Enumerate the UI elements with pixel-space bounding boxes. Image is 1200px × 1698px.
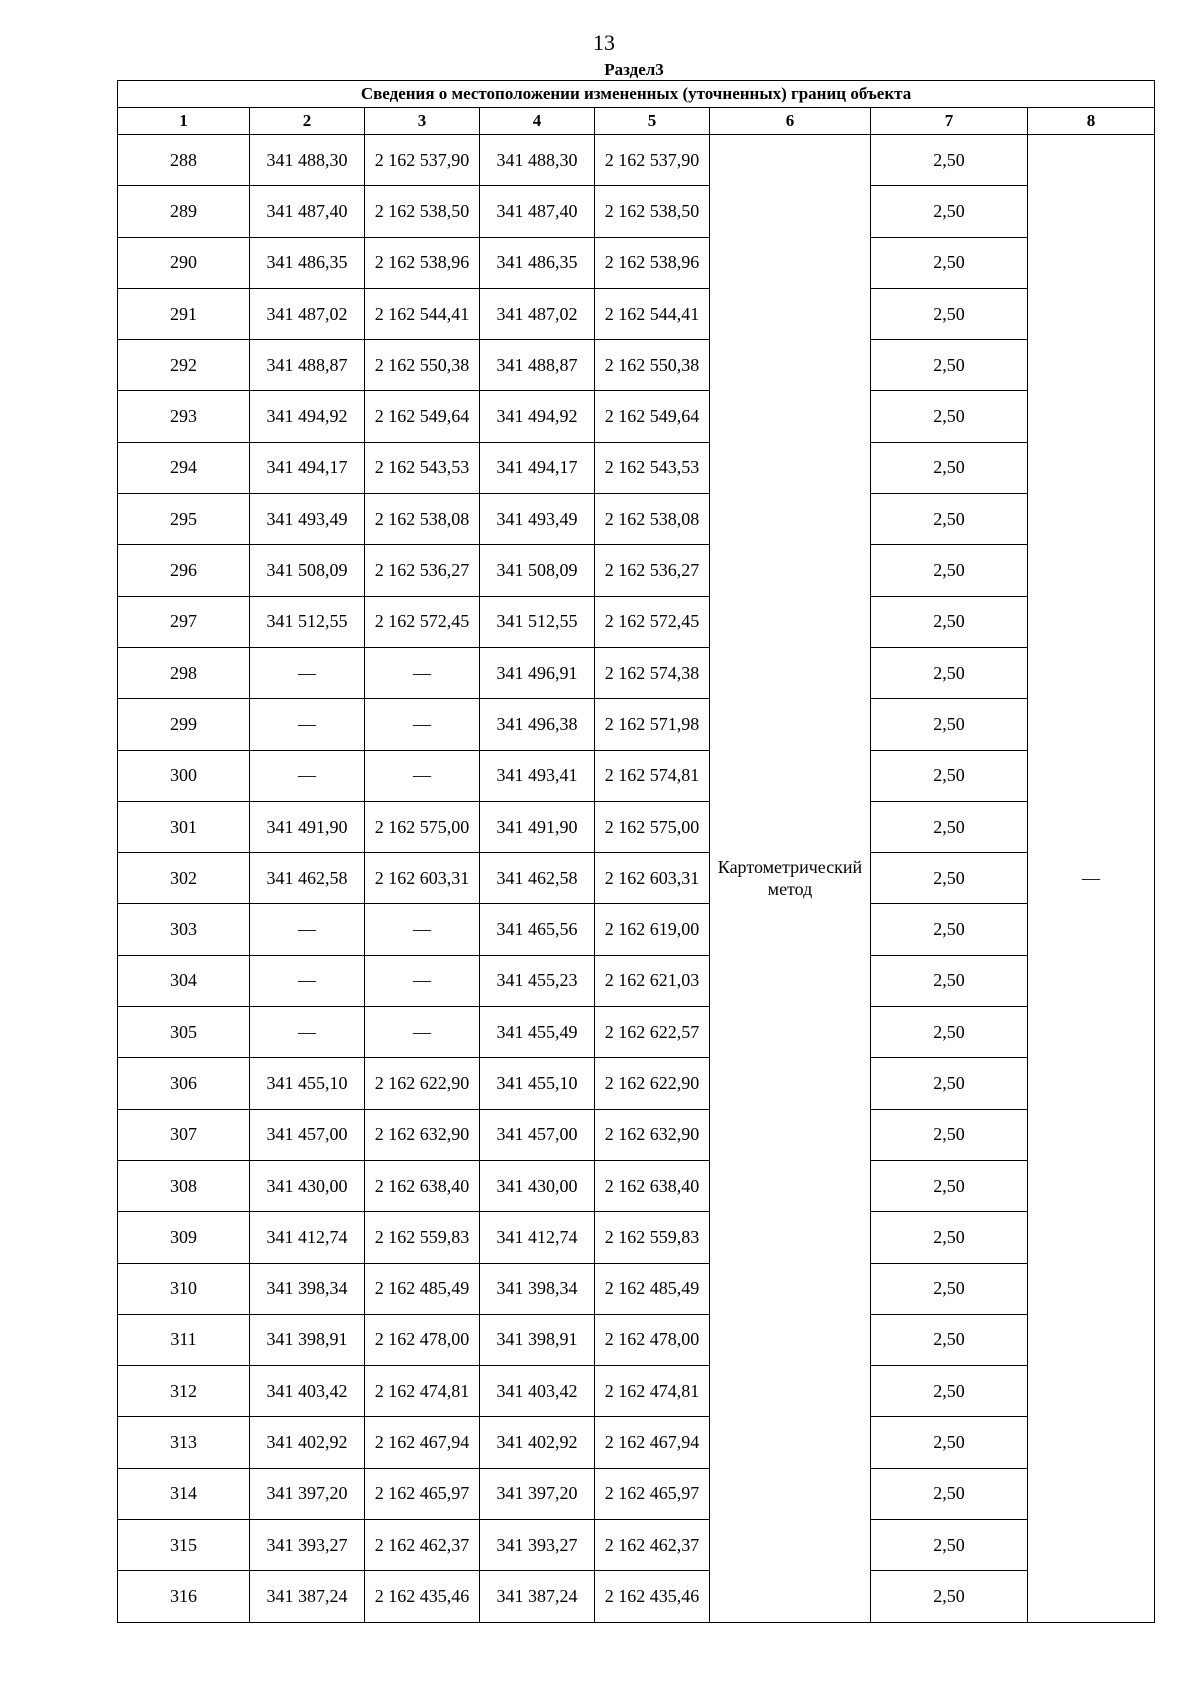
accuracy-cell: 2,50: [871, 904, 1028, 955]
y-old-cell: 2 162 632,90: [365, 1109, 480, 1160]
y-new-cell: 2 162 572,45: [595, 596, 710, 647]
y-new-cell: 2 162 435,46: [595, 1571, 710, 1622]
accuracy-cell: 2,50: [871, 750, 1028, 801]
accuracy-cell: 2,50: [871, 1160, 1028, 1211]
x-old-cell: 341 398,91: [250, 1314, 365, 1365]
x-new-cell: 341 397,20: [480, 1468, 595, 1519]
y-new-cell: 2 162 622,57: [595, 1007, 710, 1058]
x-new-cell: 341 462,58: [480, 853, 595, 904]
point-number-cell: 315: [118, 1520, 250, 1571]
accuracy-cell: 2,50: [871, 1212, 1028, 1263]
accuracy-cell: 2,50: [871, 699, 1028, 750]
y-old-cell: —: [365, 699, 480, 750]
accuracy-cell: 2,50: [871, 494, 1028, 545]
y-old-cell: 2 162 543,53: [365, 442, 480, 493]
y-new-cell: 2 162 619,00: [595, 904, 710, 955]
y-new-cell: 2 162 474,81: [595, 1366, 710, 1417]
note-cell: —: [1028, 135, 1155, 1623]
table-row: [118, 596, 1155, 647]
y-old-cell: 2 162 549,64: [365, 391, 480, 442]
point-number-cell: 303: [118, 904, 250, 955]
y-old-cell: 2 162 638,40: [365, 1160, 480, 1211]
x-old-cell: 341 494,92: [250, 391, 365, 442]
point-number-cell: 302: [118, 853, 250, 904]
x-new-cell: 341 496,91: [480, 647, 595, 698]
accuracy-cell: 2,50: [871, 1417, 1028, 1468]
y-new-cell: 2 162 462,37: [595, 1520, 710, 1571]
y-new-cell: 2 162 478,00: [595, 1314, 710, 1365]
accuracy-cell: 2,50: [871, 1007, 1028, 1058]
x-old-cell: 341 487,40: [250, 186, 365, 237]
x-new-cell: 341 496,38: [480, 699, 595, 750]
accuracy-cell: 2,50: [871, 1571, 1028, 1622]
x-old-cell: 341 403,42: [250, 1366, 365, 1417]
point-number-cell: 291: [118, 288, 250, 339]
table-row: [118, 1263, 1155, 1314]
x-new-cell: 341 455,23: [480, 955, 595, 1006]
table-row: [118, 955, 1155, 1006]
table-row: [118, 1417, 1155, 1468]
page-number: 13: [593, 30, 615, 55]
point-number-cell: 307: [118, 1109, 250, 1160]
y-old-cell: 2 162 550,38: [365, 340, 480, 391]
table-row: [118, 442, 1155, 493]
y-old-cell: 2 162 559,83: [365, 1212, 480, 1263]
table-row: [118, 288, 1155, 339]
table-row: [118, 1212, 1155, 1263]
x-new-cell: 341 412,74: [480, 1212, 595, 1263]
table-row: [118, 1468, 1155, 1519]
y-new-cell: 2 162 538,50: [595, 186, 710, 237]
y-new-cell: 2 162 549,64: [595, 391, 710, 442]
accuracy-cell: 2,50: [871, 1366, 1028, 1417]
y-old-cell: 2 162 575,00: [365, 801, 480, 852]
column-number-row: [118, 108, 1155, 135]
accuracy-cell: 2,50: [871, 186, 1028, 237]
point-number-cell: 297: [118, 596, 250, 647]
y-new-cell: 2 162 622,90: [595, 1058, 710, 1109]
table-row: [118, 699, 1155, 750]
column-number: 1: [118, 108, 250, 135]
x-new-cell: 341 487,40: [480, 186, 595, 237]
x-new-cell: 341 512,55: [480, 596, 595, 647]
column-number: 5: [595, 108, 710, 135]
y-new-cell: 2 162 467,94: [595, 1417, 710, 1468]
y-old-cell: 2 162 465,97: [365, 1468, 480, 1519]
accuracy-cell: 2,50: [871, 955, 1028, 1006]
y-old-cell: 2 162 435,46: [365, 1571, 480, 1622]
x-old-cell: 341 486,35: [250, 237, 365, 288]
y-old-cell: 2 162 538,08: [365, 494, 480, 545]
method-cell: Картометрический метод: [710, 135, 871, 1623]
point-number-cell: 314: [118, 1468, 250, 1519]
x-old-cell: 341 488,87: [250, 340, 365, 391]
x-new-cell: 341 457,00: [480, 1109, 595, 1160]
y-new-cell: 2 162 537,90: [595, 135, 710, 186]
y-new-cell: 2 162 575,00: [595, 801, 710, 852]
x-old-cell: 341 402,92: [250, 1417, 365, 1468]
accuracy-cell: 2,50: [871, 1314, 1028, 1365]
table-row: [118, 904, 1155, 955]
y-new-cell: 2 162 574,81: [595, 750, 710, 801]
y-old-cell: 2 162 536,27: [365, 545, 480, 596]
table-row: [118, 1571, 1155, 1622]
point-number-cell: 304: [118, 955, 250, 1006]
y-new-cell: 2 162 638,40: [595, 1160, 710, 1211]
accuracy-cell: 2,50: [871, 1520, 1028, 1571]
x-old-cell: —: [250, 955, 365, 1006]
x-new-cell: 341 398,91: [480, 1314, 595, 1365]
accuracy-cell: 2,50: [871, 647, 1028, 698]
x-old-cell: 341 508,09: [250, 545, 365, 596]
point-number-cell: 305: [118, 1007, 250, 1058]
section-title: Раздел3: [604, 60, 664, 79]
x-new-cell: 341 488,30: [480, 135, 595, 186]
point-number-cell: 311: [118, 1314, 250, 1365]
table-row: [118, 391, 1155, 442]
table-row: [118, 750, 1155, 801]
x-new-cell: 341 491,90: [480, 801, 595, 852]
x-old-cell: —: [250, 750, 365, 801]
x-new-cell: 341 508,09: [480, 545, 595, 596]
x-new-cell: 341 493,41: [480, 750, 595, 801]
column-number: 3: [365, 108, 480, 135]
accuracy-cell: 2,50: [871, 596, 1028, 647]
x-old-cell: 341 412,74: [250, 1212, 365, 1263]
table-row: [118, 340, 1155, 391]
accuracy-cell: 2,50: [871, 1109, 1028, 1160]
x-new-cell: 341 486,35: [480, 237, 595, 288]
accuracy-cell: 2,50: [871, 391, 1028, 442]
column-number: 8: [1028, 108, 1155, 135]
y-new-cell: 2 162 621,03: [595, 955, 710, 1006]
y-new-cell: 2 162 559,83: [595, 1212, 710, 1263]
y-old-cell: —: [365, 955, 480, 1006]
accuracy-cell: 2,50: [871, 853, 1028, 904]
y-old-cell: 2 162 603,31: [365, 853, 480, 904]
table-caption: Сведения о местоположении измененных (уточненных) границ объекта: [118, 81, 1155, 108]
y-new-cell: 2 162 632,90: [595, 1109, 710, 1160]
column-number: 7: [871, 108, 1028, 135]
table-row: [118, 1314, 1155, 1365]
x-old-cell: 341 457,00: [250, 1109, 365, 1160]
y-old-cell: 2 162 622,90: [365, 1058, 480, 1109]
y-old-cell: —: [365, 904, 480, 955]
table-row: [118, 801, 1155, 852]
table-row: [118, 1058, 1155, 1109]
y-new-cell: 2 162 544,41: [595, 288, 710, 339]
accuracy-cell: 2,50: [871, 545, 1028, 596]
y-new-cell: 2 162 485,49: [595, 1263, 710, 1314]
point-number-cell: 296: [118, 545, 250, 596]
x-old-cell: 341 393,27: [250, 1520, 365, 1571]
accuracy-cell: 2,50: [871, 288, 1028, 339]
y-old-cell: 2 162 485,49: [365, 1263, 480, 1314]
y-old-cell: 2 162 478,00: [365, 1314, 480, 1365]
accuracy-cell: 2,50: [871, 1468, 1028, 1519]
point-number-cell: 299: [118, 699, 250, 750]
table-row: [118, 237, 1155, 288]
x-new-cell: 341 403,42: [480, 1366, 595, 1417]
point-number-cell: 300: [118, 750, 250, 801]
x-new-cell: 341 493,49: [480, 494, 595, 545]
point-number-cell: 295: [118, 494, 250, 545]
table-row: [118, 1007, 1155, 1058]
y-new-cell: 2 162 538,08: [595, 494, 710, 545]
y-old-cell: 2 162 538,96: [365, 237, 480, 288]
x-old-cell: —: [250, 699, 365, 750]
x-old-cell: 341 398,34: [250, 1263, 365, 1314]
y-old-cell: —: [365, 1007, 480, 1058]
x-new-cell: 341 494,92: [480, 391, 595, 442]
accuracy-cell: 2,50: [871, 801, 1028, 852]
x-new-cell: 341 430,00: [480, 1160, 595, 1211]
y-old-cell: 2 162 538,50: [365, 186, 480, 237]
accuracy-cell: 2,50: [871, 135, 1028, 186]
x-old-cell: 341 430,00: [250, 1160, 365, 1211]
x-new-cell: 341 487,02: [480, 288, 595, 339]
table-row: [118, 1520, 1155, 1571]
accuracy-cell: 2,50: [871, 340, 1028, 391]
point-number-cell: 290: [118, 237, 250, 288]
y-new-cell: 2 162 603,31: [595, 853, 710, 904]
x-new-cell: 341 494,17: [480, 442, 595, 493]
x-new-cell: 341 387,24: [480, 1571, 595, 1622]
x-old-cell: 341 462,58: [250, 853, 365, 904]
table-row: [118, 186, 1155, 237]
x-old-cell: —: [250, 1007, 365, 1058]
x-new-cell: 341 455,10: [480, 1058, 595, 1109]
point-number-cell: 310: [118, 1263, 250, 1314]
point-number-cell: 316: [118, 1571, 250, 1622]
point-number-cell: 313: [118, 1417, 250, 1468]
table-row: [118, 545, 1155, 596]
point-number-cell: 293: [118, 391, 250, 442]
x-old-cell: —: [250, 904, 365, 955]
x-old-cell: 341 455,10: [250, 1058, 365, 1109]
y-new-cell: 2 162 538,96: [595, 237, 710, 288]
table-row: [118, 135, 1155, 186]
y-new-cell: 2 162 465,97: [595, 1468, 710, 1519]
table-row: [118, 853, 1155, 904]
column-number: 4: [480, 108, 595, 135]
accuracy-cell: 2,50: [871, 1263, 1028, 1314]
point-number-cell: 298: [118, 647, 250, 698]
y-old-cell: 2 162 462,37: [365, 1520, 480, 1571]
y-old-cell: —: [365, 647, 480, 698]
x-new-cell: 341 465,56: [480, 904, 595, 955]
point-number-cell: 312: [118, 1366, 250, 1417]
x-new-cell: 341 488,87: [480, 340, 595, 391]
x-new-cell: 341 455,49: [480, 1007, 595, 1058]
x-old-cell: 341 494,17: [250, 442, 365, 493]
table-row: [118, 1109, 1155, 1160]
y-old-cell: 2 162 544,41: [365, 288, 480, 339]
x-old-cell: 341 387,24: [250, 1571, 365, 1622]
point-number-cell: 309: [118, 1212, 250, 1263]
y-new-cell: 2 162 543,53: [595, 442, 710, 493]
point-number-cell: 288: [118, 135, 250, 186]
x-old-cell: 341 488,30: [250, 135, 365, 186]
column-number: 6: [710, 108, 871, 135]
x-old-cell: 341 397,20: [250, 1468, 365, 1519]
point-number-cell: 292: [118, 340, 250, 391]
x-old-cell: 341 493,49: [250, 494, 365, 545]
x-new-cell: 341 402,92: [480, 1417, 595, 1468]
y-old-cell: —: [365, 750, 480, 801]
accuracy-cell: 2,50: [871, 237, 1028, 288]
y-old-cell: 2 162 537,90: [365, 135, 480, 186]
point-number-cell: 294: [118, 442, 250, 493]
y-new-cell: 2 162 574,38: [595, 647, 710, 698]
accuracy-cell: 2,50: [871, 1058, 1028, 1109]
table-row: [118, 1160, 1155, 1211]
point-number-cell: 308: [118, 1160, 250, 1211]
column-number: 2: [250, 108, 365, 135]
x-old-cell: 341 487,02: [250, 288, 365, 339]
x-new-cell: 341 398,34: [480, 1263, 595, 1314]
point-number-cell: 289: [118, 186, 250, 237]
table-row: [118, 494, 1155, 545]
x-new-cell: 341 393,27: [480, 1520, 595, 1571]
x-old-cell: 341 491,90: [250, 801, 365, 852]
accuracy-cell: 2,50: [871, 442, 1028, 493]
y-old-cell: 2 162 467,94: [365, 1417, 480, 1468]
y-new-cell: 2 162 536,27: [595, 545, 710, 596]
table-row: [118, 647, 1155, 698]
boundary-coordinates-table: [117, 80, 1155, 1623]
table-row: [118, 1366, 1155, 1417]
point-number-cell: 306: [118, 1058, 250, 1109]
x-old-cell: —: [250, 647, 365, 698]
y-new-cell: 2 162 550,38: [595, 340, 710, 391]
y-old-cell: 2 162 572,45: [365, 596, 480, 647]
y-new-cell: 2 162 571,98: [595, 699, 710, 750]
table-body: [118, 135, 1155, 1623]
x-old-cell: 341 512,55: [250, 596, 365, 647]
y-old-cell: 2 162 474,81: [365, 1366, 480, 1417]
point-number-cell: 301: [118, 801, 250, 852]
